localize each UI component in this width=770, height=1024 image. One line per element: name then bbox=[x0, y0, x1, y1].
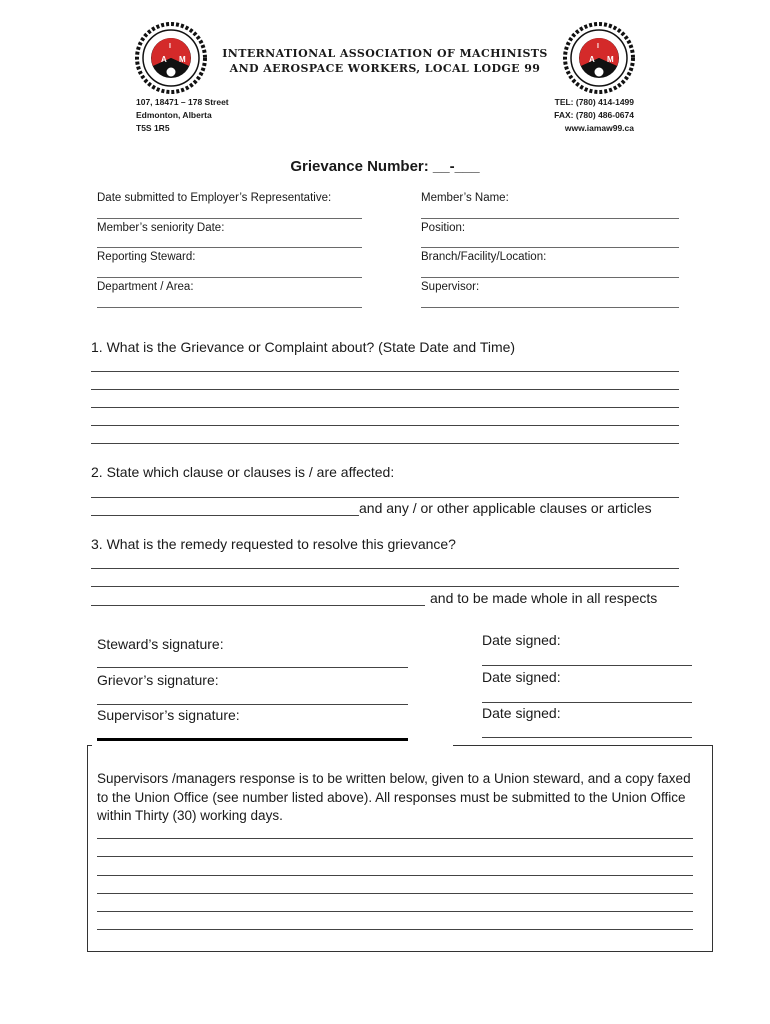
steward-signature-field[interactable] bbox=[97, 667, 408, 668]
steward-signature-label: Steward’s signature: bbox=[97, 636, 224, 652]
response-line[interactable] bbox=[97, 893, 693, 894]
reporting-steward-label: Reporting Steward: bbox=[97, 251, 196, 263]
q3-tail-text: and to be made whole in all respects bbox=[430, 590, 658, 606]
logo-letter-i: I bbox=[169, 43, 171, 50]
supervisor-label: Supervisor: bbox=[421, 281, 480, 293]
q2-answer-line[interactable] bbox=[91, 497, 679, 498]
grievor-signature-label: Grievor’s signature: bbox=[97, 672, 219, 688]
date-submitted-field[interactable] bbox=[97, 218, 362, 219]
position-field[interactable] bbox=[421, 247, 679, 248]
fax-number: FAX: (780) 486-0674 bbox=[554, 110, 634, 120]
logo-letter-a: A bbox=[161, 55, 167, 64]
date-signed-label: Date signed: bbox=[482, 705, 561, 721]
q1-answer-line[interactable] bbox=[91, 371, 679, 372]
website-link[interactable]: www.iamaw99.ca bbox=[564, 123, 634, 133]
seniority-date-field[interactable] bbox=[97, 247, 362, 248]
org-line-2: AND AEROSPACE WORKERS, LOCAL LODGE 99 bbox=[229, 62, 541, 75]
question-3: 3. What is the remedy requested to resolve this grievance? bbox=[91, 536, 456, 552]
q1-answer-line[interactable] bbox=[91, 425, 679, 426]
iam-emblem-icon bbox=[563, 22, 635, 94]
date-submitted-label: Date submitted to Employer’s Representative: bbox=[97, 192, 332, 204]
department-label: Department / Area: bbox=[97, 281, 194, 293]
address-line: Edmonton, Alberta bbox=[136, 110, 212, 120]
logo-letter-m: M bbox=[607, 55, 614, 64]
q2-answer-line[interactable] bbox=[91, 515, 359, 516]
q1-answer-line[interactable] bbox=[91, 443, 679, 444]
steward-date-field[interactable] bbox=[482, 665, 692, 666]
date-signed-label: Date signed: bbox=[482, 669, 561, 685]
supervisor-signature-field[interactable] bbox=[97, 738, 408, 741]
organization-name bbox=[200, 46, 570, 76]
grievor-date-field[interactable] bbox=[482, 702, 692, 703]
logo-letter-a: A bbox=[589, 55, 595, 64]
response-line[interactable] bbox=[97, 911, 693, 912]
logo-letter-i: I bbox=[597, 43, 599, 50]
supervisor-date-field[interactable] bbox=[482, 737, 692, 738]
phone-number: TEL: (780) 414-1499 bbox=[554, 97, 634, 107]
date-signed-label: Date signed: bbox=[482, 632, 561, 648]
iam-emblem-icon bbox=[135, 22, 207, 94]
question-1: 1. What is the Grievance or Complaint about? (State Date and Time) bbox=[91, 339, 516, 355]
response-box-top bbox=[453, 745, 713, 746]
members-name-field[interactable] bbox=[421, 218, 679, 219]
supervisor-signature-label: Supervisor’s signature: bbox=[97, 707, 240, 723]
address-block bbox=[136, 96, 229, 135]
q1-answer-line[interactable] bbox=[91, 389, 679, 390]
q3-answer-line[interactable] bbox=[91, 605, 425, 606]
grievance-number-title: Grievance Number: __-___ bbox=[290, 158, 480, 175]
response-line[interactable] bbox=[97, 875, 693, 876]
position-label: Position: bbox=[421, 222, 466, 234]
contact-block bbox=[554, 96, 634, 135]
supervisor-field[interactable] bbox=[421, 307, 679, 308]
logo-letter-m: M bbox=[179, 55, 186, 64]
q3-answer-line[interactable] bbox=[91, 568, 679, 569]
response-line[interactable] bbox=[97, 838, 693, 839]
branch-field[interactable] bbox=[421, 277, 679, 278]
q3-answer-line[interactable] bbox=[91, 586, 679, 587]
q1-answer-line[interactable] bbox=[91, 407, 679, 408]
seniority-date-label: Member’s seniority Date: bbox=[97, 222, 225, 234]
response-instructions: Supervisors /managers response is to be written below, given to a Union steward, and a copy faxed to the Union Office (see number listed above). All responses must be submitted to the Union Office within Thirty (30) working days. bbox=[97, 771, 691, 823]
response-line[interactable] bbox=[97, 856, 693, 857]
q2-tail-text: and any / or other applicable clauses or articles bbox=[359, 500, 652, 516]
address-line: T5S 1R5 bbox=[136, 123, 170, 133]
response-box-top bbox=[87, 745, 92, 746]
members-name-label: Member’s Name: bbox=[421, 192, 509, 204]
question-2: 2. State which clause or clauses is / are affected: bbox=[91, 464, 395, 480]
reporting-steward-field[interactable] bbox=[97, 277, 362, 278]
grievor-signature-field[interactable] bbox=[97, 704, 408, 705]
department-field[interactable] bbox=[97, 307, 362, 308]
response-line[interactable] bbox=[97, 929, 693, 930]
address-line: 107, 18471 – 178 Street bbox=[136, 97, 229, 107]
org-line-1: INTERNATIONAL ASSOCIATION OF MACHINISTS bbox=[222, 47, 548, 60]
branch-label: Branch/Facility/Location: bbox=[421, 251, 547, 263]
